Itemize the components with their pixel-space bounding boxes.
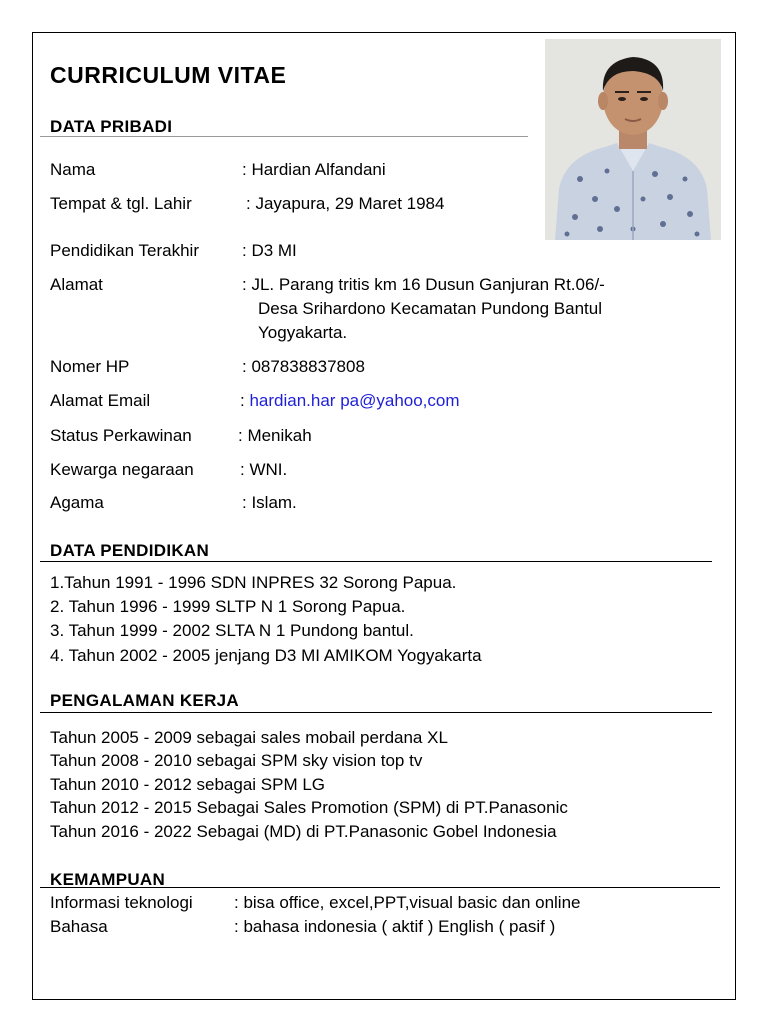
skill-value-language: : bahasa indonesia ( aktif ) English ( pasif ): [234, 917, 556, 936]
marital-value: : Menikah: [238, 426, 312, 445]
education-item: 2. Tahun 1996 - 1999 SLTP N 1 Sorong Papua.: [50, 597, 406, 616]
birth-value: : Jayapura, 29 Maret 1984: [246, 194, 445, 213]
last-education-value: : D3 MI: [242, 241, 297, 260]
citizenship-value: : WNI.: [240, 460, 288, 479]
address-label: Alamat: [50, 275, 103, 294]
citizenship-label: Kewarga negaraan: [50, 460, 194, 479]
experience-item: Tahun 2016 - 2022 Sebagai (MD) di PT.Panasonic Gobel Indonesia: [50, 822, 557, 841]
education-item: 4. Tahun 2002 - 2005 jenjang D3 MI AMIKOM Yogyakarta: [50, 646, 482, 665]
experience-item: Tahun 2012 - 2015 Sebagai Sales Promotion (SPM) di PT.Panasonic: [50, 798, 568, 817]
address-line-2: Desa Srihardono Kecamatan Pundong Bantul: [258, 299, 603, 318]
profile-photo: [545, 39, 721, 240]
experience-item: Tahun 2008 - 2010 sebagai SPM sky vision top tv: [50, 751, 423, 770]
skill-label-language: Bahasa: [50, 917, 108, 936]
skill-label-it: Informasi teknologi: [50, 893, 193, 912]
section-divider: [40, 136, 528, 137]
name-label: Nama: [50, 160, 96, 179]
section-divider: [40, 561, 712, 562]
birth-label: Tempat & tgl. Lahir: [50, 194, 192, 213]
religion-label: Agama: [50, 493, 104, 512]
education-item: 1.Tahun 1991 - 1996 SDN INPRES 32 Sorong Papua.: [50, 573, 457, 592]
experience-item: Tahun 2005 - 2009 sebagai sales mobail perdana XL: [50, 728, 448, 747]
section-divider: [40, 712, 712, 713]
email-label: Alamat Email: [50, 391, 151, 410]
address-line-1: : JL. Parang tritis km 16 Dusun Ganjuran Rt.06/-: [242, 275, 605, 294]
last-education-label: Pendidikan Terakhir: [50, 241, 199, 260]
section-heading-skills: KEMAMPUAN: [50, 870, 166, 889]
email-link[interactable]: hardian.har pa@yahoo,com: [249, 391, 460, 410]
skill-value-it: : bisa office, excel,PPT,visual basic dan online: [234, 893, 581, 912]
section-heading-experience: PENGALAMAN KERJA: [50, 691, 239, 710]
phone-label: Nomer HP: [50, 357, 130, 376]
phone-value: : 087838837808: [242, 357, 365, 376]
cv-title: CURRICULUM VITAE: [50, 62, 287, 88]
experience-item: Tahun 2010 - 2012 sebagai SPM LG: [50, 775, 326, 794]
email-colon: :: [240, 391, 245, 410]
name-value: : Hardian Alfandani: [242, 160, 386, 179]
address-line-3: Yogyakarta.: [258, 323, 348, 342]
email-row: [240, 391, 460, 411]
religion-value: : Islam.: [242, 493, 297, 512]
section-divider: [40, 887, 720, 888]
section-heading-personal: DATA PRIBADI: [50, 117, 173, 136]
section-heading-education: DATA PENDIDIKAN: [50, 541, 210, 560]
marital-label: Status Perkawinan: [50, 426, 192, 445]
education-item: 3. Tahun 1999 - 2002 SLTA N 1 Pundong bantul.: [50, 621, 414, 640]
